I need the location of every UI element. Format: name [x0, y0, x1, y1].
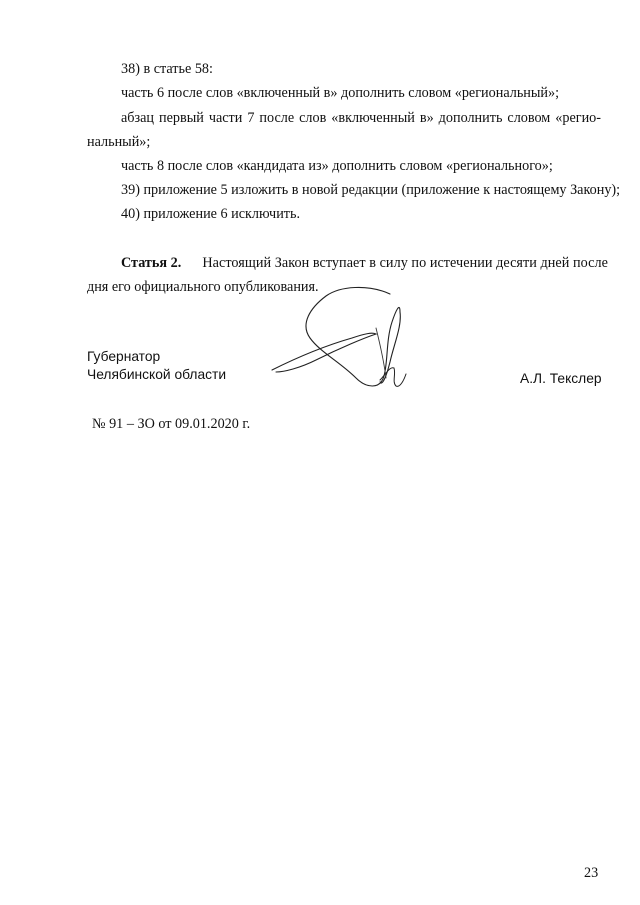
law-number: № 91 – ЗО от 09.01.2020 г. — [92, 416, 251, 432]
page-number: 23 — [584, 865, 599, 881]
governor-title-line-1: Губернатор — [87, 349, 161, 364]
article-2-line-1 — [121, 254, 608, 272]
item-40: 40) приложение 6 исключить. — [121, 206, 301, 222]
article-2-label: Статья 2. — [121, 255, 182, 271]
handwritten-signature — [268, 282, 418, 394]
governor-title-line-2: Челябинской области — [87, 367, 227, 382]
item-abzac-7-line-2: нальный»; — [87, 134, 151, 150]
item-abzac-7-line-1: абзац первый части 7 после слов «включенный в» дополнить словом «регио- — [121, 110, 601, 126]
item-part-6: часть 6 после слов «включенный в» дополнить словом «региональный»; — [121, 85, 560, 101]
item-38: 38) в статье 58: — [121, 61, 213, 77]
article-2-text: Настоящий Закон вступает в силу по истечении десяти дней после — [202, 255, 608, 271]
governor-name: А.Л. Текслер — [520, 371, 602, 386]
article-2-line-2: дня его официального опубликования. — [87, 279, 319, 295]
item-39: 39) приложение 5 изложить в новой редакции (приложение к настоящему Закону); — [121, 182, 621, 198]
item-part-8: часть 8 после слов «кандидата из» дополнить словом «регионального»; — [121, 158, 553, 174]
